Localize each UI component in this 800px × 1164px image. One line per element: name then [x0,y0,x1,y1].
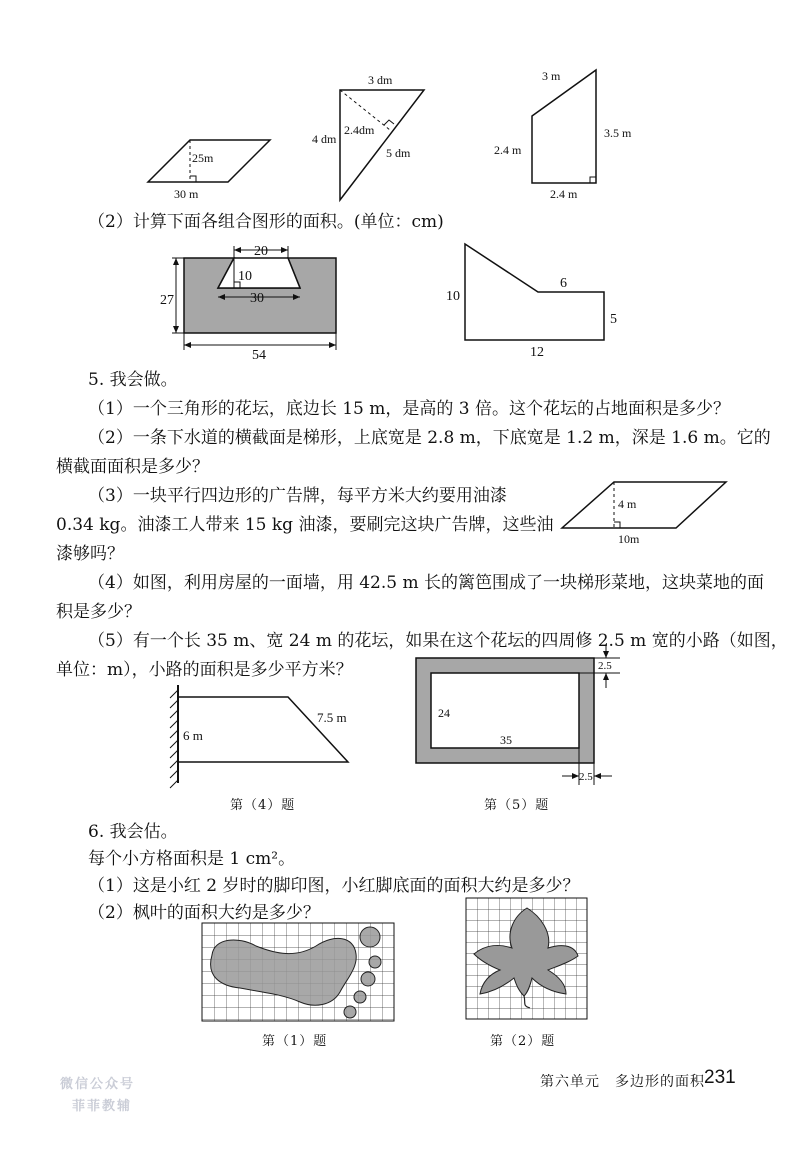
s5-item-5b: 单位：m），小路的面积是多少平方米？ [56,660,353,680]
fig5-path-top: 2.5 [598,660,612,672]
s5-item-2b: 横截面面积是多少？ [56,457,209,477]
fig5-width-label: 24 [438,706,450,720]
watermark-line2: 菲菲教辅 [72,1099,133,1114]
comp1-height-label: 27 [160,293,174,308]
section6-sub: 每个小方格面积是 1 cm²。 [88,849,296,869]
s6-caption-1: 第（1）题 [262,1034,328,1049]
comp2-left-label: 10 [446,289,460,304]
footer-unit-label: 第六单元 多边形的面积 [540,1074,705,1090]
billboard-base: 10m [618,532,640,546]
comp2-step-label: 6 [560,276,567,291]
comp2-bottom-label: 12 [530,345,544,360]
s5-item-3c: 漆够吗？ [56,544,124,564]
tri-alt-label: 2.4dm [344,123,375,137]
fig5-caption: 第（5）题 [484,798,550,813]
section6-title: 6. 我会估。 [88,822,178,842]
comp1-inner-height: 10 [238,269,252,284]
s5-item-2: （2）一条下水道的横截面是梯形，上底宽是 2.8 m，下底宽是 1.2 m，深是 1.6 m。它的 [88,428,771,448]
tri-top-label: 3 dm [368,73,393,87]
s6-caption-2: 第（2）题 [490,1034,556,1049]
s5-item-4b: 积是多少？ [56,602,141,622]
s6-item-1: （1）这是小红 2 岁时的脚印图，小红脚底面的面积大约是多少？ [88,876,580,896]
fig4-caption: 第（4）题 [230,798,296,813]
s5-item-4: （4）如图，利用房屋的一面墙，用 42.5 m 长的篱笆围成了一块梯形菜地，这块菜地的面 [88,573,764,593]
pent-right-label: 3.5 m [604,126,632,140]
s5-item-5: （5）有一个长 35 m、宽 24 m 的花坛，如果在这个花坛的四周修 2.5 m 宽的小路（如图， [88,631,788,651]
q4-2-text: （2）计算下面各组合图形的面积。(单位：cm) [88,212,444,232]
pent-bottom-label: 2.4 m [550,187,578,201]
s5-item-3b: 0.34 kg。油漆工人带来 15 kg 油漆，要刷完这块广告牌，这些油 [56,515,554,535]
billboard-height: 4 m [618,497,637,511]
fig4-left-label: 6 m [183,728,203,743]
s6-item-2: （2）枫叶的面积大约是多少？ [88,903,320,923]
fig4-slant-label: 7.5 m [317,710,347,725]
pent-left-label: 2.4 m [494,143,522,157]
comp1-top-label: 20 [254,244,268,259]
page-number: 231 [704,1067,736,1088]
watermark-line1: 微信公众号 [60,1077,136,1092]
para-base-label: 30 m [174,187,199,201]
comp1-width-label: 54 [252,348,266,363]
para-height-label: 25m [192,151,214,165]
s5-item-3: （3）一块平行四边形的广告牌，每平方米大约要用油漆 [88,486,507,506]
comp1-inner-base: 30 [250,291,264,306]
comp2-right-label: 5 [610,312,617,327]
tri-hyp-label: 5 dm [386,146,411,160]
pent-top-label: 3 m [542,69,561,83]
fig5-path-bottom: 2.5 [579,771,593,783]
s5-item-1: （1）一个三角形的花坛，底边长 15 m，是高的 3 倍。这个花坛的占地面积是多少？ [88,399,730,419]
section5-title: 5. 我会做。 [88,370,178,390]
fig5-length-label: 35 [500,733,512,747]
tri-left-label: 4 dm [312,132,337,146]
